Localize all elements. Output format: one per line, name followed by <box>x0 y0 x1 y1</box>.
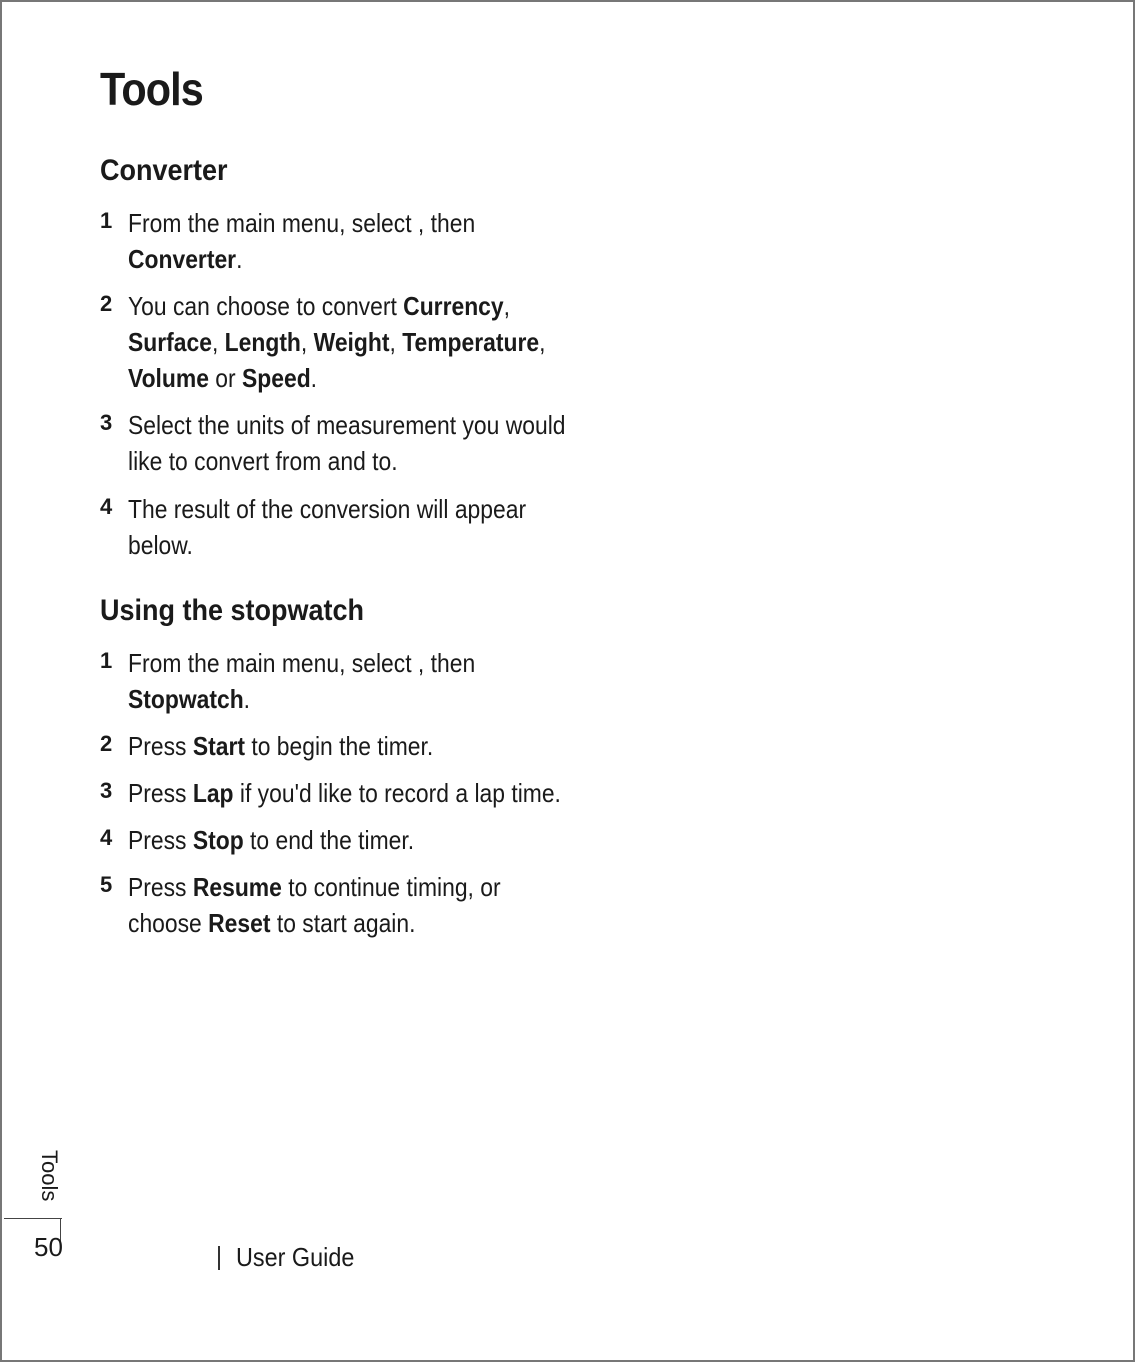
side-tab-label: Tools <box>37 1150 62 1202</box>
step-number: 4 <box>100 825 113 850</box>
footer-separator <box>218 1246 220 1270</box>
side-divider <box>4 1218 62 1219</box>
step-text: From the main menu, select , then Converter. <box>128 208 476 274</box>
step-text: The result of the conversion will appear below. <box>128 494 527 560</box>
step-text: You can choose to convert Currency, Surface, Length, Weight, Temperature, Volume or Speed. <box>128 291 546 393</box>
step-number: 3 <box>100 410 113 435</box>
step-text: Select the units of measurement you would like to convert from and to. <box>128 410 566 476</box>
step-number: 5 <box>100 872 113 897</box>
section-heading-stopwatch: Using the stopwatch <box>100 594 365 627</box>
page-title: Tools <box>100 63 203 115</box>
step-text: Press Start to begin the timer. <box>128 731 434 761</box>
step-number: 1 <box>100 208 113 233</box>
step-number: 1 <box>100 648 113 673</box>
step-text: Press Stop to end the timer. <box>128 825 415 855</box>
page-number: 50 <box>34 1232 63 1262</box>
section-heading-converter: Converter <box>100 154 228 187</box>
step-number: 2 <box>100 731 113 756</box>
step-text: From the main menu, select , then Stopwatch. <box>128 648 476 714</box>
footer-title: User Guide <box>236 1242 355 1272</box>
step-text: Press Lap if you'd like to record a lap time. <box>128 778 561 808</box>
step-number: 3 <box>100 778 113 803</box>
step-number: 4 <box>100 494 113 519</box>
step-number: 2 <box>100 291 113 316</box>
step-text: Press Resume to continue timing, or choose Reset to start again. <box>128 872 501 938</box>
